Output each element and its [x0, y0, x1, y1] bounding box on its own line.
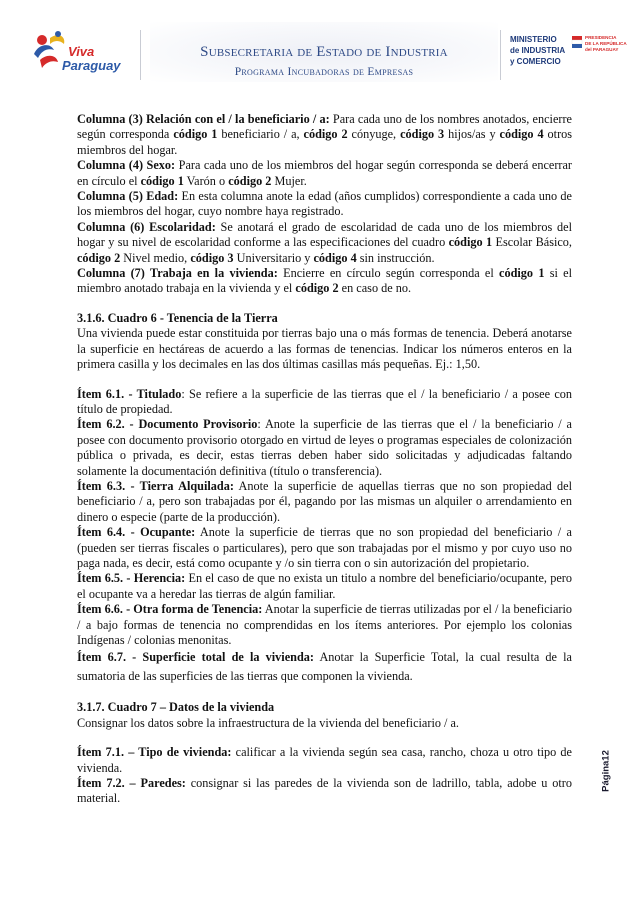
presidencia-line2: DE LA REPÚBLICA [585, 41, 627, 46]
header-subtitle: Programa Incubadoras de Empresas [234, 66, 414, 78]
spacer [77, 731, 572, 745]
spacer [77, 297, 572, 311]
ministerio-line1: MINISTERIO [510, 35, 557, 44]
item-text: Anote la superficie de aquellas tierras que no son propiedad del beneficiario / a, pero son trabajadas por él, pagando por las mismas un alquiler o arrendamiento en dinero o especie (parte de la producción). [77, 478, 572, 524]
heading-text: 3.1.7. Cuadro 7 – Datos de la vivienda [77, 700, 275, 715]
item-title: Ítem 6.2. - Documento Provisorio [77, 417, 258, 432]
heading-text: 3.1.6. Cuadro 6 - Tenencia de la Tierra [77, 310, 278, 325]
section-text-316: Una vivienda puede estar constituida por tierras bajo una o más formas de tenencia. Deberá anotarse la superficie en hectáreas de acuerdo a las formas de tenencias. Indicar los números enteros en la primera casilla y los decimales en las dos últimas casillas más pequeñas. Ej.: 1,50. [77, 326, 572, 372]
spacer [77, 686, 572, 700]
paragraph-columna-3 [77, 112, 572, 158]
section-heading-316 [77, 311, 572, 326]
section-text-317: Consignar los datos sobre la infraestructura de la vivienda del beneficiario / a. [77, 715, 459, 730]
ministerio-line2: de INDUSTRIA [510, 46, 566, 55]
header-divider-left [140, 30, 141, 80]
document-body [77, 112, 572, 807]
text: cónyuge, [347, 127, 401, 142]
text: Para cada uno de los nombres anotados, encierre según corresponda [77, 112, 572, 142]
page-header [0, 0, 638, 92]
presidencia-line3: del PARAGUAY [585, 47, 619, 52]
viva-paraguay-logo [28, 24, 128, 80]
text: en caso de no. [338, 281, 412, 296]
page-number-label [596, 746, 616, 796]
code: código 2 [295, 281, 339, 296]
text: Encierre en círculo según corresponda el [277, 266, 500, 281]
text: hijos/as y [444, 127, 500, 142]
item-6-7 [77, 648, 572, 686]
item-title: Ítem 6.4. - Ocupante: [77, 525, 196, 540]
term-columna-6: Columna (6) Escolaridad: [77, 219, 216, 234]
code: código 2 [303, 127, 348, 142]
item-text: En el caso de que no exista un titulo a nombre del beneficiario/ocupante, pero el ocupante va a heredar las tierras de algún familiar. [77, 571, 572, 601]
code: código 1 [173, 127, 218, 142]
presidencia-line1: PRESIDENCIA [585, 35, 617, 40]
item-title: Ítem 7.2. – Paredes: [77, 776, 186, 791]
item-text: Anotar la Superficie Total, la cual resulta de la sumatoria de las superficies de las tierras que componen la vivienda. [77, 650, 572, 684]
code: código 4 [499, 127, 544, 142]
text: Varón o [183, 173, 229, 188]
paragraph-columna-7 [77, 266, 572, 297]
text: otros miembros del hogar. [77, 127, 573, 157]
text: beneficiario / a, [217, 127, 304, 142]
header-divider-right [500, 30, 501, 80]
term-columna-5: Columna (5) Edad: [77, 189, 179, 204]
code: código 1 [499, 266, 545, 281]
item-text: : Se refiere a la superficie de las tierras que el / la beneficiario / a posee con título de propiedad. [77, 386, 573, 416]
ministerio-logo [508, 26, 627, 78]
item-7-2 [77, 776, 572, 807]
text: Para cada uno de los miembros del hogar según corresponda se deberá encerrar en círculo el [77, 158, 573, 188]
viva-word: Viva [68, 44, 95, 59]
term-columna-7: Columna (7) Trabaja en la vivienda: [77, 266, 278, 281]
paragraph-columna-4 [77, 158, 572, 189]
paragraph-columna-5 [77, 189, 572, 220]
item-6-3 [77, 479, 572, 525]
item-title: Ítem 6.7. - Superficie total de la vivienda: [77, 650, 314, 665]
item-title: Ítem 7.1. – Tipo de vivienda: [77, 745, 232, 760]
term-columna-3: Columna (3) Relación con el / la beneficiario / a: [77, 112, 330, 126]
text: Nivel medio, [120, 250, 191, 265]
item-text: Anotar la superficie de tierras utilizadas por el / la beneficiario / a bajo formas de tenencia no comprendidas en los ítems anteriores. Por ejemplo los colonias Indígenas / colonias menonitas. [77, 602, 572, 647]
header-title-block [150, 22, 498, 82]
text: Universitario y [233, 250, 314, 265]
item-text: calificar a la vivienda según sea casa, rancho, choza u otro tipo de vivienda. [77, 745, 572, 775]
ministerio-line3: y COMERCIO [510, 57, 561, 66]
section-heading-317 [77, 700, 572, 715]
item-6-2 [77, 417, 572, 479]
header-title: Subsecretaria de Estado de Industria [200, 44, 448, 60]
paragraph-columna-6 [77, 220, 572, 266]
item-6-5 [77, 571, 572, 602]
item-6-6 [77, 602, 572, 648]
text: sin instrucción. [356, 250, 435, 265]
code: código 3 [190, 250, 234, 265]
term-columna-4: Columna (4) Sexo: [77, 158, 176, 173]
item-title: Ítem 6.1. - Titulado [77, 386, 182, 401]
ministerio-seal-icon [508, 26, 627, 78]
code: código 1 [140, 173, 184, 188]
item-6-1 [77, 387, 572, 418]
code: código 2 [228, 173, 272, 188]
text: si el miembro anotado trabaja en la vivienda y el [77, 266, 572, 296]
code: código 2 [77, 250, 121, 265]
paraguay-word: Paraguay [62, 58, 121, 73]
code: código 3 [400, 127, 445, 142]
item-title: Ítem 6.3. - Tierra Alquilada: [77, 478, 234, 493]
item-text: Anote la superficie de tierras que no son propiedad del beneficiario / a (pueden ser tierras fiscales o particulares), pero que son trabajadas por el mismo y por cuyo uso no paga nada, es decir, está como ocupante y /o sin tierra con o sin autorización del propietario. [77, 525, 572, 570]
item-text: : Anote la superficie de las tierras que el / la beneficiario / a posee con documento provisorio otorgado en virtud de leyes o programas especiales de colonización pública o privada, es decir, estas tierras deben haber sido solicitadas y adjudicadas faltando solamente la documentación definitiva (título o transferencia). [77, 417, 572, 478]
text: En esta columna anote la edad (años cumplidos) correspondiente a cada uno de los miembros del hogar, cuyo nombre haya registrado. [77, 189, 572, 219]
text: Se anotará el grado de escolaridad de cada uno de los miembros del hogar y su nivel de escolaridad conforme a las especificaciones del cuadro [77, 219, 572, 250]
viva-paraguay-emblem-icon [28, 24, 128, 80]
item-title: Ítem 6.5. - Herencia: [77, 571, 186, 586]
code: código 4 [313, 250, 357, 265]
item-title: Ítem 6.6. - Otra forma de Tenencia: [77, 602, 263, 617]
page-number-text: Página12 [600, 750, 612, 792]
spacer [77, 373, 572, 387]
text: Escolar Básico, [492, 235, 572, 250]
item-7-1 [77, 745, 572, 776]
text: Mujer. [271, 173, 307, 188]
item-text: consignar si las paredes de la vivienda son de ladrillo, tabla, adobe u otro material. [77, 776, 572, 806]
item-6-4 [77, 525, 572, 571]
code: código 1 [448, 235, 493, 250]
